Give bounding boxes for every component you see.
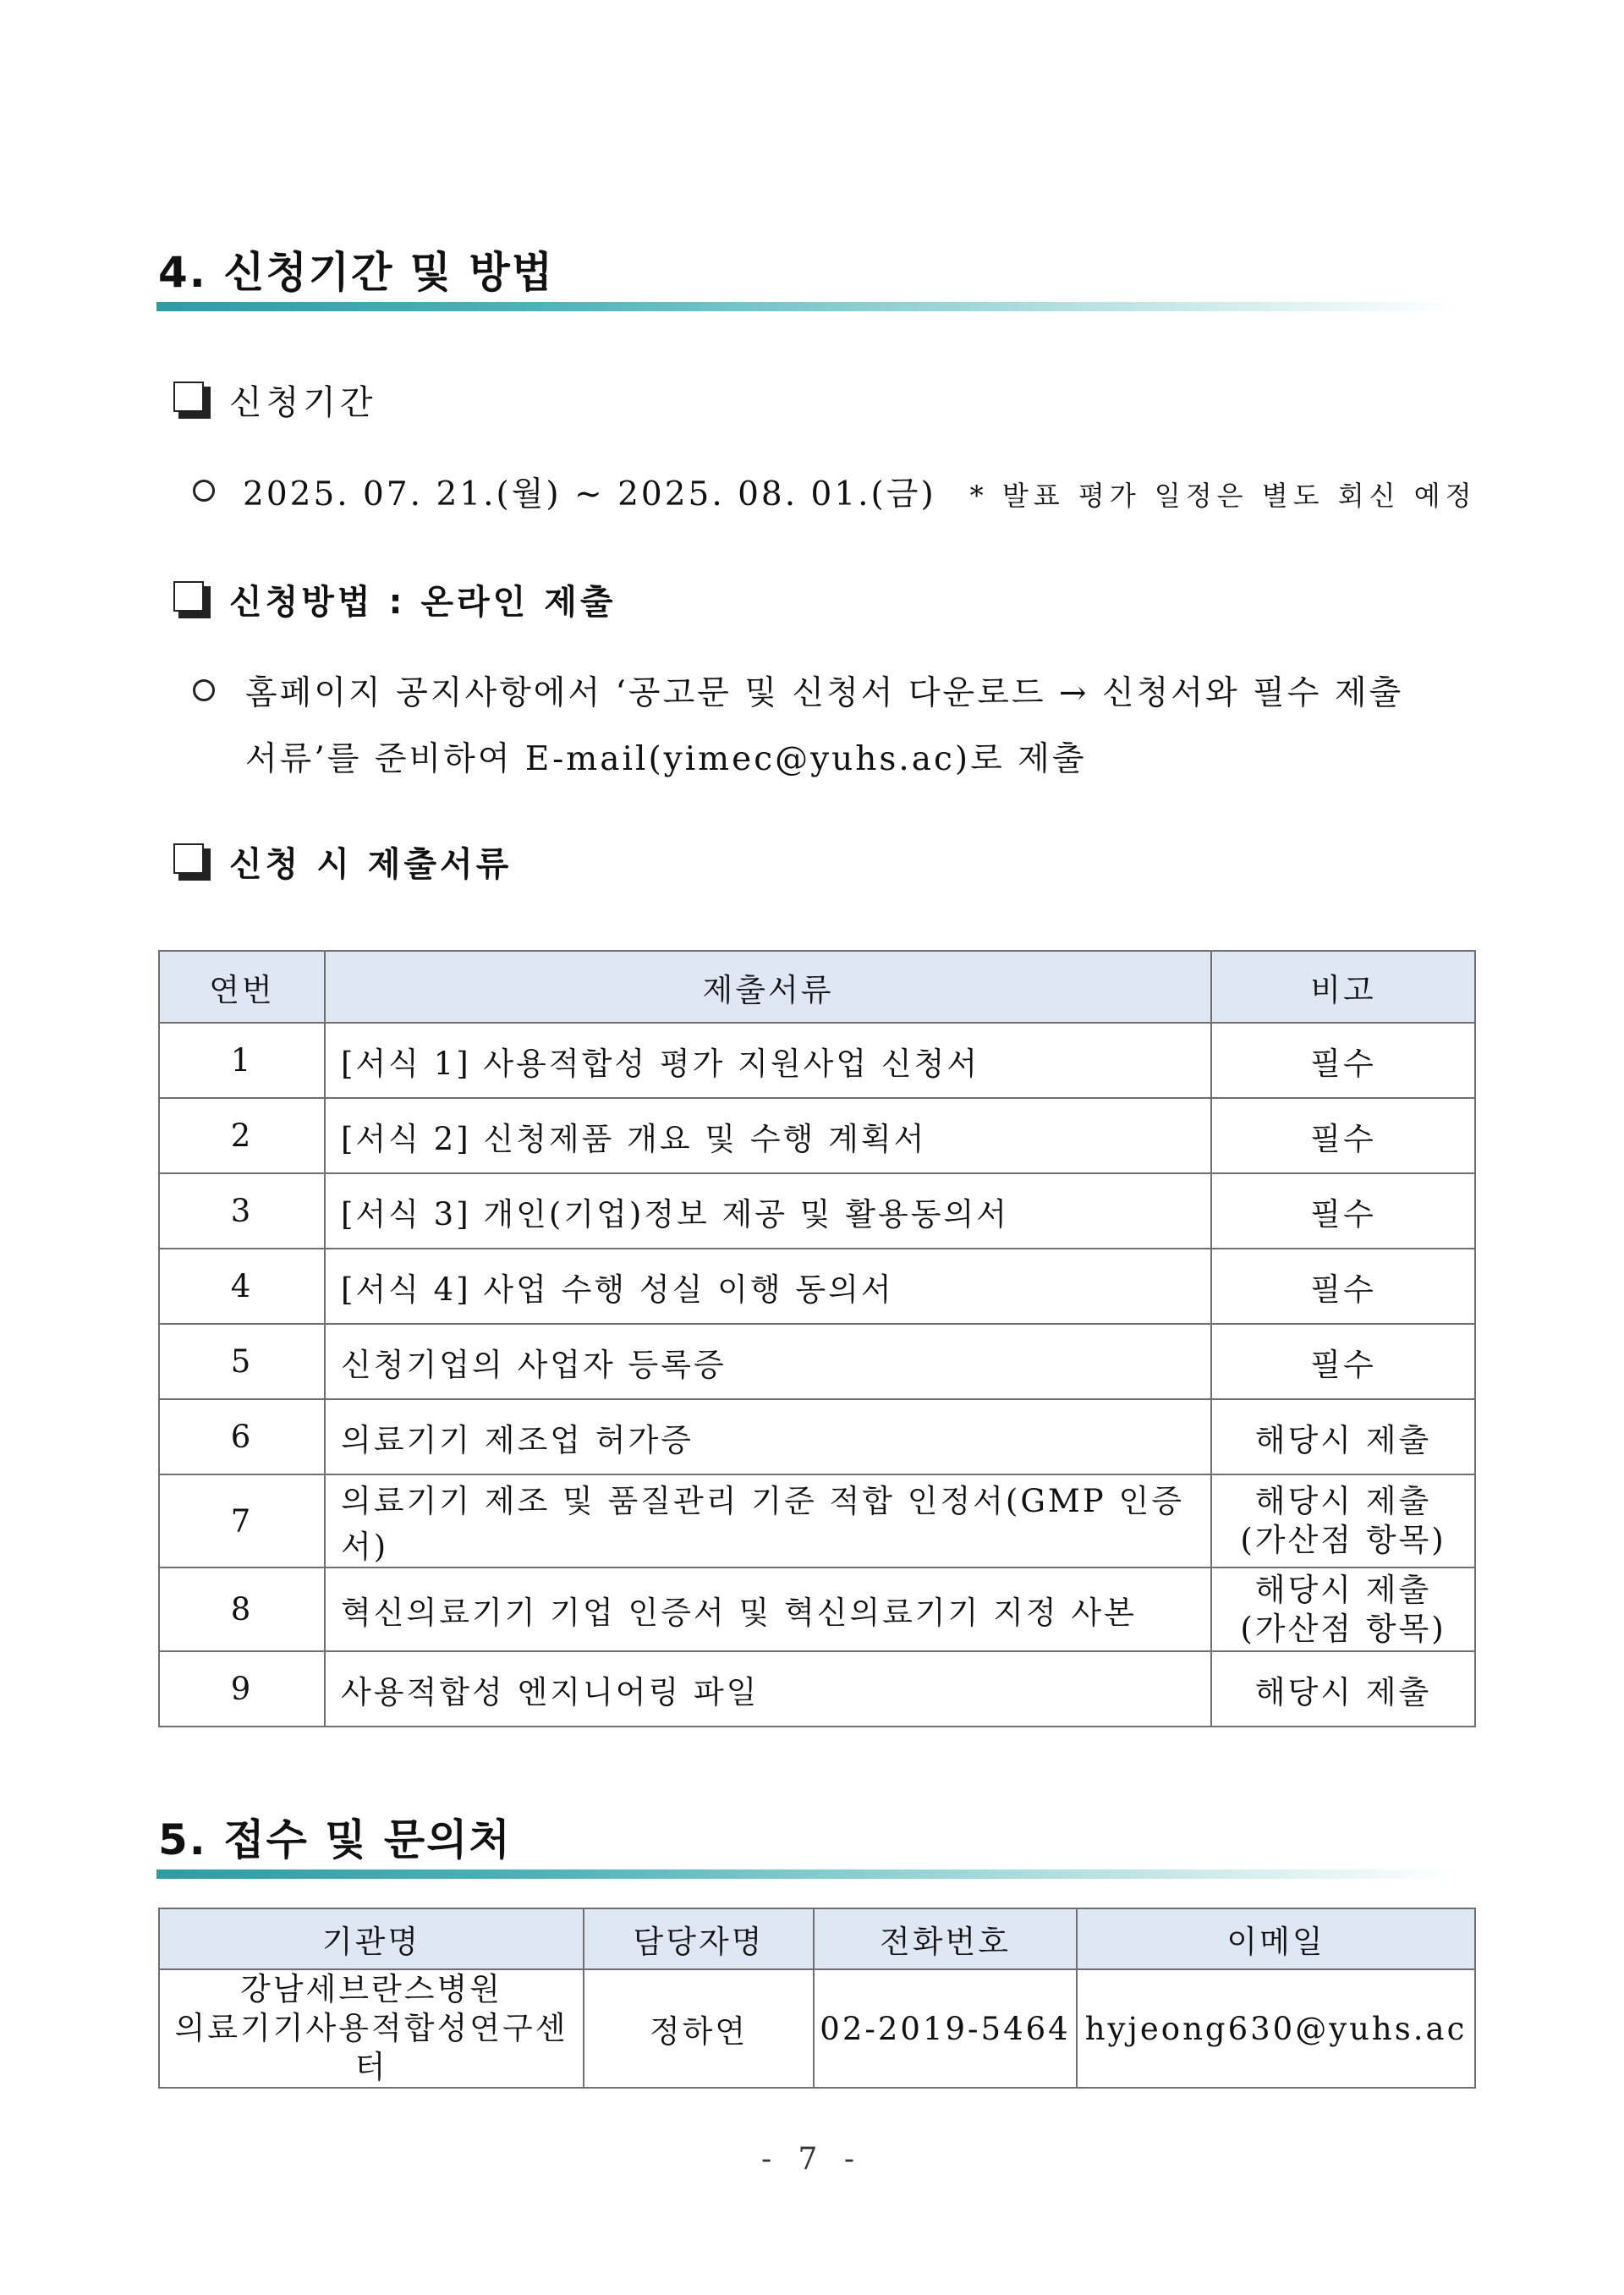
row-no: 3: [159, 1173, 325, 1249]
row-note: 해당시 제출: [1211, 1399, 1475, 1474]
table-row: [159, 1568, 1475, 1651]
row-doc: 사용적합성 엔지니어링 파일: [325, 1651, 1211, 1727]
row-no: 4: [159, 1249, 325, 1324]
documents-table: [158, 950, 1476, 1727]
col-header-phone: 전화번호: [814, 1908, 1077, 1969]
row-doc: 의료기기 제조 및 품질관리 기준 적합 인정서(GMP 인증서): [325, 1474, 1211, 1568]
col-header-email: 이메일: [1077, 1908, 1475, 1969]
row-doc: [서식 1] 사용적합성 평가 지원사업 신청서: [325, 1023, 1211, 1098]
row-doc: [서식 2] 신청제품 개요 및 수행 계획서: [325, 1098, 1211, 1173]
section-5-divider: [156, 1869, 1455, 1879]
col-header-doc: 제출서류: [325, 951, 1211, 1023]
method-heading: [173, 575, 617, 623]
contact-person: 정하연: [584, 1969, 814, 2088]
contact-org: [159, 1969, 584, 2088]
row-note-line2: (가산점 항목): [1240, 1522, 1446, 1558]
page-number: - 7 -: [760, 2142, 864, 2177]
period-heading-text: 신청기간: [229, 383, 377, 422]
col-header-person: 담당자명: [584, 1908, 814, 1969]
row-doc: 의료기기 제조업 허가증: [325, 1399, 1211, 1474]
row-doc: 신청기업의 사업자 등록증: [325, 1324, 1211, 1399]
row-note: 필수: [1211, 1173, 1475, 1249]
table-row: [159, 1474, 1475, 1568]
table-row: [159, 1098, 1475, 1173]
circle-bullet-icon: [193, 679, 215, 701]
table-row: [159, 1173, 1475, 1249]
checkbox-icon: [173, 843, 211, 881]
row-no: 6: [159, 1399, 325, 1474]
col-header-note: 비고: [1211, 951, 1475, 1023]
table-row: [159, 1324, 1475, 1399]
method-heading-text: 신청방법 : 온라인 제출: [229, 583, 617, 622]
period-heading: [173, 376, 377, 424]
row-doc: [서식 4] 사업 수행 성실 이행 동의서: [325, 1249, 1211, 1324]
row-note: 해당시 제출: [1211, 1651, 1475, 1727]
row-note: [1211, 1474, 1475, 1568]
table-row: [159, 1399, 1475, 1474]
row-no: 7: [159, 1474, 325, 1568]
row-no: 8: [159, 1568, 325, 1651]
row-note: 필수: [1211, 1324, 1475, 1399]
col-header-org: 기관명: [159, 1908, 584, 1969]
row-doc: [서식 3] 개인(기업)정보 제공 및 활용동의서: [325, 1173, 1211, 1249]
row-doc: 혁신의료기기 기업 인증서 및 혁신의료기기 지정 사본: [325, 1568, 1211, 1651]
contact-email[interactable]: hyjeong630@yuhs.ac: [1077, 1969, 1475, 2088]
row-note: 필수: [1211, 1249, 1475, 1324]
method-line-2: 서류’를 준비하여 E-mail(yimec@yuhs.ac)로 제출: [245, 740, 1087, 778]
checkbox-icon: [173, 581, 211, 618]
col-header-no: 연번: [159, 951, 325, 1023]
row-note-line1: 해당시 제출: [1254, 1571, 1432, 1608]
documents-table-header: [159, 951, 1475, 1023]
period-note: * 발표 평가 일정은 별도 회신 예정: [969, 480, 1477, 512]
circle-bullet-icon: [193, 480, 215, 502]
row-note: 필수: [1211, 1023, 1475, 1098]
section-4-divider: [156, 302, 1455, 311]
contact-table-header: [159, 1908, 1475, 1969]
contact-table: [158, 1908, 1476, 2089]
section-4-title: 4. 신청기간 및 방법: [158, 248, 555, 297]
method-line-1: 홈페이지 공지사항에서 ‘공고문 및 신청서 다운로드 → 신청서와 필수 제출: [245, 674, 1404, 712]
documents-heading-text: 신청 시 제출서류: [229, 845, 513, 884]
contact-org-line1: 강남세브란스병원: [240, 1971, 502, 2007]
contact-org-line2: 의료기기사용적합성연구센터: [174, 2010, 568, 2085]
documents-heading: [173, 837, 512, 886]
period-dates: 2025. 07. 21.(월) ~ 2025. 08. 01.(금): [243, 475, 936, 513]
row-no: 1: [159, 1023, 325, 1098]
contact-phone: 02-2019-5464: [814, 1969, 1077, 2088]
section-5-title: 5. 접수 및 문의처: [158, 1815, 512, 1864]
table-row: [159, 1651, 1475, 1727]
row-no: 2: [159, 1098, 325, 1173]
checkbox-icon: [173, 382, 211, 419]
row-note-line2: (가산점 항목): [1240, 1610, 1446, 1647]
row-note-line1: 해당시 제출: [1254, 1483, 1432, 1519]
row-no: 9: [159, 1651, 325, 1727]
row-note: [1211, 1568, 1475, 1651]
table-row: [159, 1023, 1475, 1098]
row-note: 필수: [1211, 1098, 1475, 1173]
table-row: [159, 1249, 1475, 1324]
period-line: [243, 468, 1477, 515]
row-no: 5: [159, 1324, 325, 1399]
contact-row: [159, 1969, 1475, 2088]
